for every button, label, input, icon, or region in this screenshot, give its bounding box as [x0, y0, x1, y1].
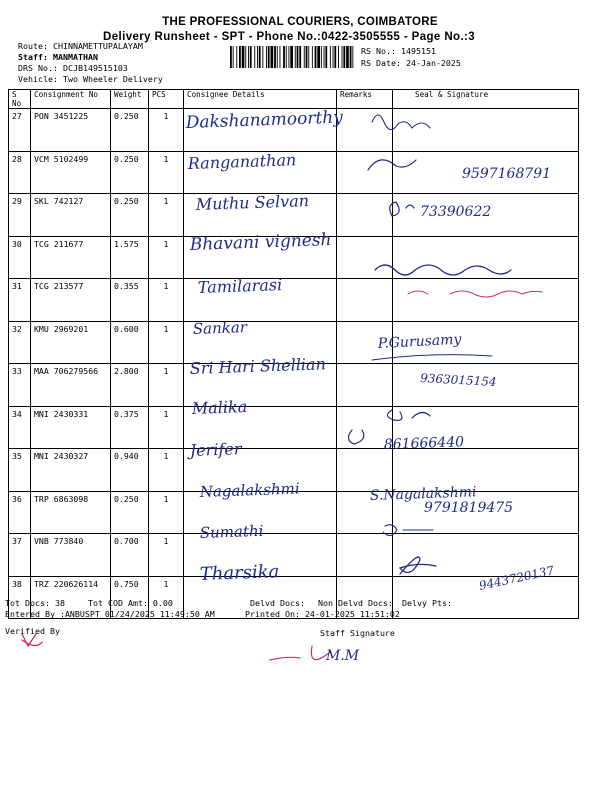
staff-signature-scribble	[270, 646, 330, 660]
staff-signature-initials: M.M	[326, 648, 360, 664]
remarks-cell	[337, 534, 393, 577]
handwritten-consignee-name: Jerifer	[189, 439, 242, 460]
consignee-cell	[184, 236, 337, 279]
handwritten-consignee-name: Malika	[191, 397, 248, 418]
table-row	[9, 321, 579, 364]
table-row	[9, 279, 579, 322]
handwritten-consignee-name: Dakshanamoorthy	[185, 107, 344, 133]
remarks-cell	[337, 151, 393, 194]
remarks-cell	[337, 236, 393, 279]
handwritten-name: P.Gurusamy	[377, 331, 462, 352]
consignment-cell: KMU 2969201	[31, 321, 111, 364]
runsheet-table	[8, 89, 579, 619]
signature-cell	[393, 236, 579, 279]
weight-cell: 0.600	[111, 321, 149, 364]
remarks-cell	[337, 321, 393, 364]
weight-cell: 0.250	[111, 194, 149, 237]
remarks-cell	[337, 194, 393, 237]
pcs-cell: 1	[149, 534, 184, 577]
vehicle-line: Vehicle: Two Wheeler Delivery	[18, 74, 163, 84]
consignee-cell	[184, 194, 337, 237]
consignee-cell	[184, 109, 337, 152]
printed-on: Printed On: 24-01-2025 11:51:02	[245, 609, 400, 619]
handwritten-consignee-name: Tamilarasi	[197, 275, 283, 297]
handwritten-phone: 73390622	[420, 204, 492, 220]
col-weight: Weight	[111, 90, 149, 109]
drs-value: DCJB149515103	[62, 63, 128, 73]
sno-cell: 34	[9, 406, 31, 449]
barcode	[230, 46, 354, 68]
handwritten-consignee-name: Sumathi	[199, 521, 264, 542]
pcs-cell: 1	[149, 364, 184, 407]
consignment-cell: SKL 742127	[31, 194, 111, 237]
consignee-cell	[184, 279, 337, 322]
consignment-cell: TRZ 220626114	[31, 576, 111, 619]
pcs-cell: 1	[149, 491, 184, 534]
weight-cell: 0.700	[111, 534, 149, 577]
consignment-cell: VNB 773840	[31, 534, 111, 577]
table-row	[9, 406, 579, 449]
table-row	[9, 364, 579, 407]
signature-cell	[393, 534, 579, 577]
consignee-cell	[184, 364, 337, 407]
consignment-cell: MNI 2430331	[31, 406, 111, 449]
col-consignee: Consignee Details	[184, 90, 337, 109]
remarks-cell	[337, 449, 393, 492]
consignment-cell: PON 3451225	[31, 109, 111, 152]
signature-cell	[393, 279, 579, 322]
weight-cell: 0.375	[111, 406, 149, 449]
handwritten-name: S.Nagalakshmi	[369, 484, 477, 504]
entered-by: Entered By :ANBUSPT 01/24/2025 11:49:50 AM	[5, 609, 215, 619]
handwritten-consignee-name: Sankar	[192, 318, 248, 338]
weight-cell: 2.800	[111, 364, 149, 407]
handwritten-phone: 9597168791	[462, 166, 552, 182]
weight-cell: 0.250	[111, 491, 149, 534]
signature-cell	[393, 364, 579, 407]
handwritten-phone: 9363015154	[419, 371, 497, 389]
route-value: CHINNAMETTUPALAYAM	[52, 41, 143, 51]
staff-value: MANMATHAN	[52, 52, 98, 62]
pcs-cell: 1	[149, 151, 184, 194]
sno-cell: 30	[9, 236, 31, 279]
handwritten-consignee-name: Muthu Selvan	[195, 191, 310, 214]
sno-cell: 38	[9, 576, 31, 619]
consignee-cell	[184, 321, 337, 364]
table-row	[9, 491, 579, 534]
drs-line: DRS No.: DCJB149515103	[18, 63, 128, 73]
handwritten-consignee-name: Tharsika	[199, 561, 280, 585]
sno-cell: 27	[9, 109, 31, 152]
remarks-cell	[337, 491, 393, 534]
non-delivered-docs: Non Delvd Docs:	[318, 598, 393, 608]
consignment-cell: TCG 211677	[31, 236, 111, 279]
weight-cell: 0.750	[111, 576, 149, 619]
sno-cell: 33	[9, 364, 31, 407]
table-header	[9, 90, 579, 109]
consignment-cell: TRP 6863098	[31, 491, 111, 534]
weight-cell: 1.575	[111, 236, 149, 279]
consignee-cell	[184, 534, 337, 577]
handwritten-consignee-name: Sri Hari Shellian	[189, 354, 327, 378]
verified-by-label: Verified By	[5, 626, 60, 636]
consignment-cell: VCM 5102499	[31, 151, 111, 194]
signature-cell	[393, 109, 579, 152]
consignee-cell	[184, 491, 337, 534]
col-sno: S No	[9, 90, 31, 109]
sno-cell: 28	[9, 151, 31, 194]
table-row	[9, 449, 579, 492]
weight-cell: 0.940	[111, 449, 149, 492]
weight-cell: 0.250	[111, 109, 149, 152]
col-signature: Seal & Signature	[393, 90, 579, 109]
sno-cell: 37	[9, 534, 31, 577]
consignment-cell: TCG 213577	[31, 279, 111, 322]
pcs-cell: 1	[149, 449, 184, 492]
staff-signature-label: Staff Signature	[320, 628, 395, 638]
weight-cell: 0.355	[111, 279, 149, 322]
signature-cell	[393, 406, 579, 449]
pcs-cell: 1	[149, 576, 184, 619]
pcs-cell: 1	[149, 236, 184, 279]
tot-cod-amount: Tot COD Amt: 0.00	[88, 598, 173, 608]
route-line: Route: CHINNAMETTUPALAYAM	[18, 41, 143, 51]
runsheet-subtitle: Delivery Runsheet - SPT - Phone No.:0422-3505555 - Page No.:3	[103, 31, 476, 43]
remarks-cell	[337, 364, 393, 407]
pcs-cell: 1	[149, 109, 184, 152]
signature-cell	[393, 491, 579, 534]
staff-line: Staff: MANMATHAN	[18, 52, 98, 62]
vehicle-value: Two Wheeler Delivery	[62, 74, 163, 84]
sno-cell: 36	[9, 491, 31, 534]
sno-cell: 35	[9, 449, 31, 492]
pcs-cell: 1	[149, 321, 184, 364]
col-consignment: Consignment No	[31, 90, 111, 109]
signature-cell	[393, 151, 579, 194]
consignment-cell: MAA 706279566	[31, 364, 111, 407]
signature-cell	[393, 449, 579, 492]
pcs-cell: 1	[149, 279, 184, 322]
table-row	[9, 151, 579, 194]
handwritten-consignee-name: Bhavani vignesh	[189, 230, 332, 255]
handwritten-consignee-name: Ranganathan	[187, 150, 297, 173]
delivery-points: Delvy Pts:	[402, 598, 452, 608]
table-row	[9, 194, 579, 237]
weight-cell: 0.250	[111, 151, 149, 194]
handwritten-phone: 861666440	[383, 434, 465, 453]
handwritten-phone: 9791819475	[424, 500, 514, 516]
handwritten-phone: 9443720137	[477, 563, 556, 593]
sno-cell: 32	[9, 321, 31, 364]
pcs-cell: 1	[149, 406, 184, 449]
remarks-cell	[337, 109, 393, 152]
consignee-cell	[184, 449, 337, 492]
pcs-cell: 1	[149, 194, 184, 237]
handwritten-consignee-name: Nagalakshmi	[199, 479, 300, 501]
consignee-cell	[184, 406, 337, 449]
consignee-cell	[184, 151, 337, 194]
remarks-cell	[337, 406, 393, 449]
rs-date: RS Date: 24-Jan-2025	[361, 58, 461, 68]
delivered-docs: Delvd Docs:	[250, 598, 305, 608]
table-row	[9, 534, 579, 577]
col-remarks: Remarks	[337, 90, 393, 109]
sno-cell: 29	[9, 194, 31, 237]
signature-cell	[393, 321, 579, 364]
table-row	[9, 109, 579, 152]
sno-cell: 31	[9, 279, 31, 322]
col-pcs: PCS	[149, 90, 184, 109]
rs-number: RS No.: 1495151	[361, 46, 436, 56]
document-title: THE PROFESSIONAL COURIERS, COIMBATORE	[162, 16, 438, 28]
table-row	[9, 236, 579, 279]
consignment-cell: MNI 2430327	[31, 449, 111, 492]
tot-docs: Tot Docs: 38	[5, 598, 65, 608]
signature-cell	[393, 194, 579, 237]
remarks-cell	[337, 279, 393, 322]
